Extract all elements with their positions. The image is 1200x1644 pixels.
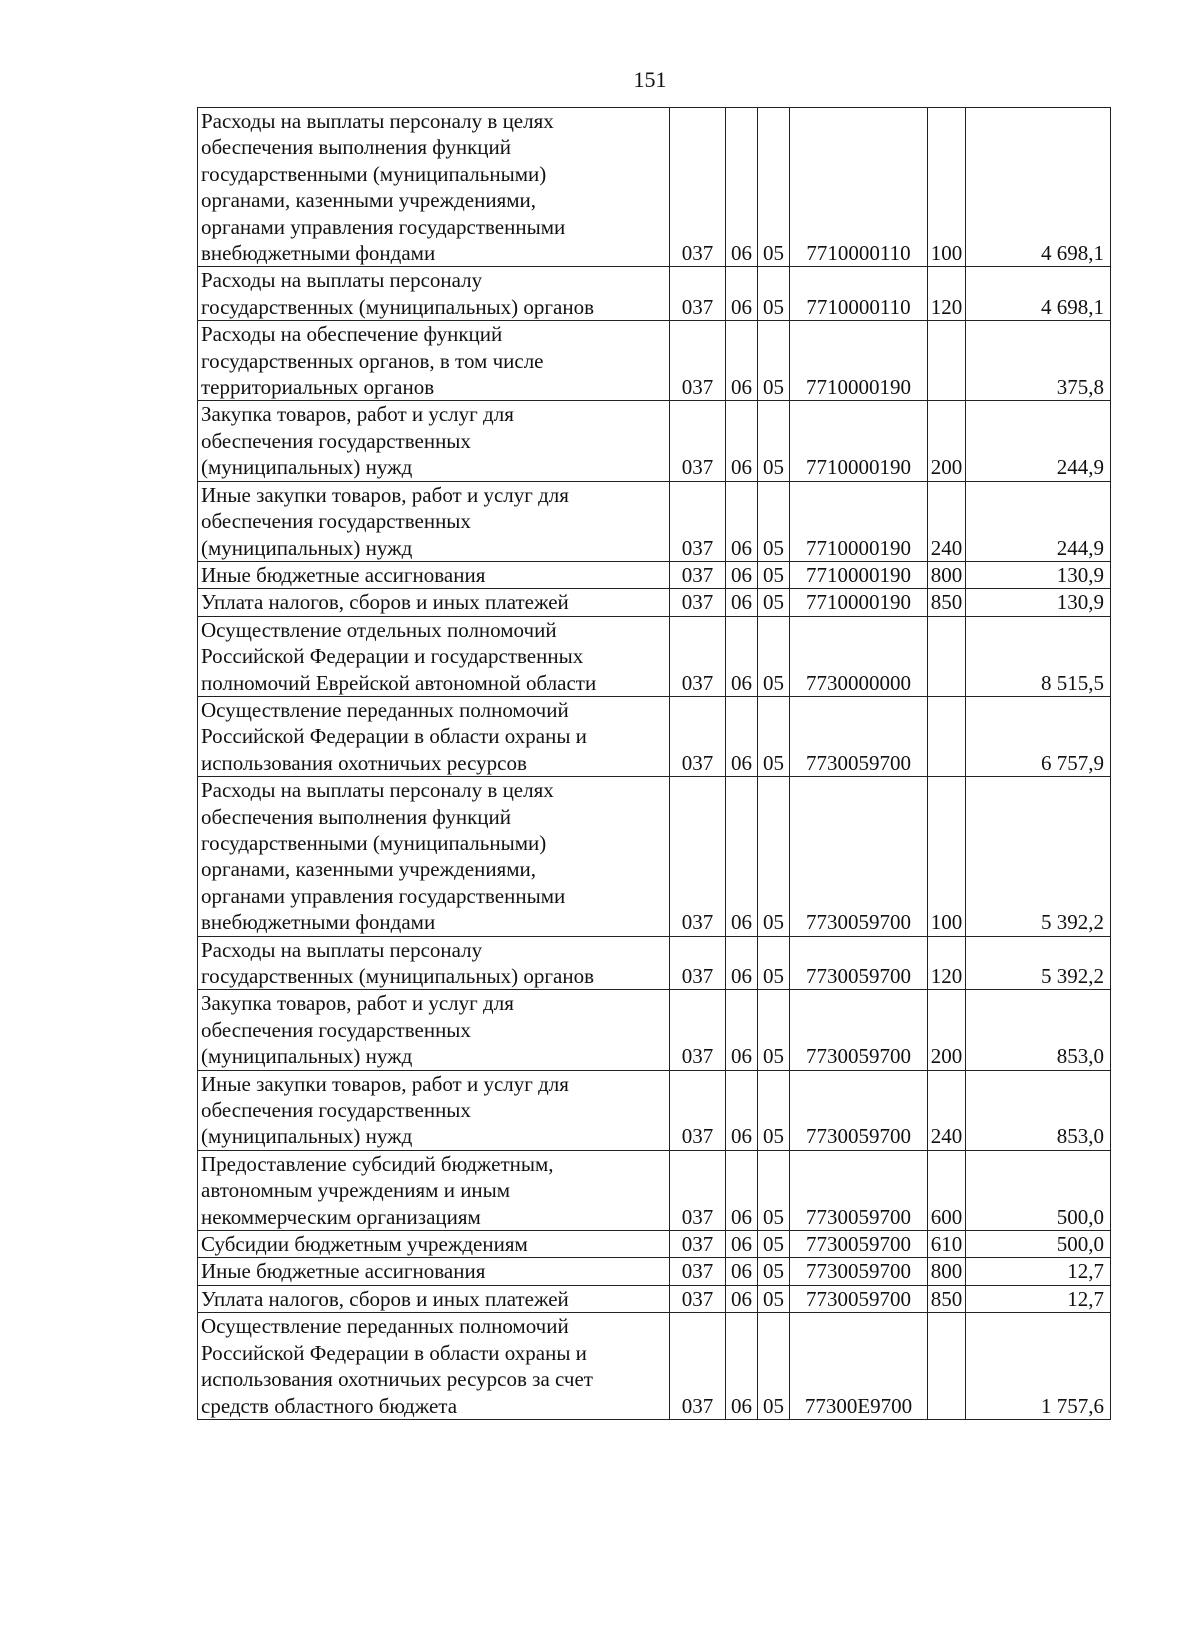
ministry-code-cell: 037 xyxy=(670,1231,726,1258)
description-line: Закупка товаров, работ и услуг для xyxy=(201,991,514,1016)
description-line: Расходы на выплаты персоналу в целях xyxy=(201,778,554,803)
section-code-cell: 06 xyxy=(726,321,758,401)
description-line: (муниципальных) нужд xyxy=(201,1124,413,1149)
amount-cell: 500,0 xyxy=(966,1150,1111,1230)
description-line: (муниципальных) нужд xyxy=(201,1044,413,1069)
ministry-code-cell: 037 xyxy=(670,481,726,561)
description-line: Российской Федерации в области охраны и xyxy=(201,1340,587,1365)
ministry-code-cell: 037 xyxy=(670,1150,726,1230)
description-line: Предоставление субсидий бюджетным, xyxy=(201,1151,554,1176)
ministry-code-cell: 037 xyxy=(670,267,726,321)
description-cell xyxy=(198,589,670,616)
expense-type-cell: 240 xyxy=(928,481,966,561)
amount-cell: 130,9 xyxy=(966,561,1111,588)
expense-type-cell xyxy=(928,696,966,776)
amount-cell: 853,0 xyxy=(966,1070,1111,1150)
description-cell xyxy=(198,108,670,267)
section-code-cell: 06 xyxy=(726,1285,758,1312)
description-cell xyxy=(198,1231,670,1258)
description-cell xyxy=(198,267,670,321)
target-article-cell: 7730059700 xyxy=(790,1231,928,1258)
target-article-cell: 7730059700 xyxy=(790,1258,928,1285)
expense-type-cell: 800 xyxy=(928,561,966,588)
ministry-code-cell: 037 xyxy=(670,401,726,481)
expense-type-cell: 120 xyxy=(928,267,966,321)
subsection-code-cell: 05 xyxy=(758,589,790,616)
description-line: Расходы на выплаты персоналу xyxy=(201,268,483,293)
subsection-code-cell: 05 xyxy=(758,1070,790,1150)
table-row xyxy=(198,616,1111,696)
section-code-cell: 06 xyxy=(726,1258,758,1285)
description-line: некоммерческим организациям xyxy=(201,1204,481,1229)
target-article-cell: 77300E9700 xyxy=(790,1313,928,1420)
table-row xyxy=(198,1313,1111,1420)
subsection-code-cell: 05 xyxy=(758,777,790,936)
ministry-code-cell: 037 xyxy=(670,696,726,776)
section-code-cell: 06 xyxy=(726,108,758,267)
expense-type-cell: 120 xyxy=(928,936,966,990)
description-line: Осуществление переданных полномочий xyxy=(201,697,569,722)
page-number: 151 xyxy=(633,67,667,92)
target-article-cell: 7730059700 xyxy=(790,1070,928,1150)
description-line: Уплата налогов, сборов и иных платежей xyxy=(201,590,569,615)
description-cell xyxy=(198,616,670,696)
target-article-cell: 7710000190 xyxy=(790,561,928,588)
subsection-code-cell: 05 xyxy=(758,401,790,481)
amount-cell: 853,0 xyxy=(966,990,1111,1070)
subsection-code-cell: 05 xyxy=(758,267,790,321)
subsection-code-cell: 05 xyxy=(758,616,790,696)
description-cell xyxy=(198,1285,670,1312)
table-row xyxy=(198,108,1111,267)
description-line: обеспечения выполнения функций xyxy=(201,135,512,160)
budget-table-body xyxy=(198,108,1111,1420)
table-row xyxy=(198,267,1111,321)
description-line: обеспечения государственных xyxy=(201,509,471,534)
description-line: Осуществление переданных полномочий xyxy=(201,1314,569,1339)
description-line: Иные закупки товаров, работ и услуг для xyxy=(201,1071,569,1096)
expense-type-cell: 200 xyxy=(928,990,966,1070)
description-line: обеспечения государственных xyxy=(201,428,471,453)
target-article-cell: 7710000110 xyxy=(790,267,928,321)
amount-cell: 5 392,2 xyxy=(966,777,1111,936)
section-code-cell: 06 xyxy=(726,777,758,936)
section-code-cell: 06 xyxy=(726,990,758,1070)
subsection-code-cell: 05 xyxy=(758,696,790,776)
description-cell xyxy=(198,696,670,776)
description-cell xyxy=(198,321,670,401)
description-line: органами, казенными учреждениями, xyxy=(201,188,537,213)
description-line: государственных органов, в том числе xyxy=(201,348,544,373)
expense-type-cell: 850 xyxy=(928,1285,966,1312)
ministry-code-cell: 037 xyxy=(670,777,726,936)
subsection-code-cell: 05 xyxy=(758,1313,790,1420)
description-line: Закупка товаров, работ и услуг для xyxy=(201,402,514,427)
subsection-code-cell: 05 xyxy=(758,936,790,990)
description-cell xyxy=(198,561,670,588)
section-code-cell: 06 xyxy=(726,1070,758,1150)
description-line: средств областного бюджета xyxy=(201,1393,458,1418)
amount-cell: 6 757,9 xyxy=(966,696,1111,776)
expense-type-cell xyxy=(928,1313,966,1420)
target-article-cell: 7730059700 xyxy=(790,990,928,1070)
target-article-cell: 7730059700 xyxy=(790,1150,928,1230)
target-article-cell: 7730059700 xyxy=(790,696,928,776)
table-row xyxy=(198,321,1111,401)
target-article-cell: 7710000190 xyxy=(790,321,928,401)
description-line: полномочий Еврейской автономной области xyxy=(201,670,597,695)
target-article-cell: 7730059700 xyxy=(790,777,928,936)
amount-cell: 4 698,1 xyxy=(966,108,1111,267)
description-line: Уплата налогов, сборов и иных платежей xyxy=(201,1286,569,1311)
subsection-code-cell: 05 xyxy=(758,108,790,267)
description-line: внебюджетными фондами xyxy=(201,241,436,266)
expense-type-cell: 850 xyxy=(928,589,966,616)
target-article-cell: 7710000190 xyxy=(790,589,928,616)
table-row xyxy=(198,777,1111,936)
target-article-cell: 7710000110 xyxy=(790,108,928,267)
description-line: Расходы на выплаты персоналу в целях xyxy=(201,109,554,133)
ministry-code-cell: 037 xyxy=(670,990,726,1070)
description-line: Российской Федерации в области охраны и xyxy=(201,724,587,749)
amount-cell: 130,9 xyxy=(966,589,1111,616)
section-code-cell: 06 xyxy=(726,1150,758,1230)
expense-type-cell: 600 xyxy=(928,1150,966,1230)
target-article-cell: 7730059700 xyxy=(790,936,928,990)
description-cell xyxy=(198,481,670,561)
subsection-code-cell: 05 xyxy=(758,561,790,588)
ministry-code-cell: 037 xyxy=(670,1070,726,1150)
ministry-code-cell: 037 xyxy=(670,561,726,588)
target-article-cell: 7710000190 xyxy=(790,401,928,481)
description-line: Иные закупки товаров, работ и услуг для xyxy=(201,482,569,507)
expense-type-cell: 240 xyxy=(928,1070,966,1150)
table-row xyxy=(198,936,1111,990)
amount-cell: 244,9 xyxy=(966,481,1111,561)
section-code-cell: 06 xyxy=(726,1313,758,1420)
description-line: Расходы на обеспечение функций xyxy=(201,322,503,347)
ministry-code-cell: 037 xyxy=(670,616,726,696)
amount-cell: 8 515,5 xyxy=(966,616,1111,696)
table-row xyxy=(198,696,1111,776)
table-row xyxy=(198,1231,1111,1258)
subsection-code-cell: 05 xyxy=(758,481,790,561)
subsection-code-cell: 05 xyxy=(758,321,790,401)
table-row xyxy=(198,990,1111,1070)
description-line: внебюджетными фондами xyxy=(201,910,436,935)
description-cell xyxy=(198,777,670,936)
amount-cell: 244,9 xyxy=(966,401,1111,481)
expense-type-cell xyxy=(928,616,966,696)
section-code-cell: 06 xyxy=(726,481,758,561)
description-line: обеспечения государственных xyxy=(201,1017,471,1042)
amount-cell: 12,7 xyxy=(966,1285,1111,1312)
description-line: использования охотничьих ресурсов xyxy=(201,750,527,775)
section-code-cell: 06 xyxy=(726,267,758,321)
subsection-code-cell: 05 xyxy=(758,1231,790,1258)
ministry-code-cell: 037 xyxy=(670,108,726,267)
description-line: Иные бюджетные ассигнования xyxy=(201,1259,486,1284)
expense-type-cell xyxy=(928,321,966,401)
ministry-code-cell: 037 xyxy=(670,1313,726,1420)
description-line: государственных (муниципальных) органов xyxy=(201,964,595,988)
expense-type-cell: 800 xyxy=(928,1258,966,1285)
description-cell xyxy=(198,936,670,990)
ministry-code-cell: 037 xyxy=(670,321,726,401)
ministry-code-cell: 037 xyxy=(670,1258,726,1285)
expense-type-cell: 100 xyxy=(928,108,966,267)
target-article-cell: 7730000000 xyxy=(790,616,928,696)
expense-type-cell: 200 xyxy=(928,401,966,481)
description-line: обеспечения государственных xyxy=(201,1098,471,1123)
amount-cell: 500,0 xyxy=(966,1231,1111,1258)
description-line: Российской Федерации и государственных xyxy=(201,644,584,669)
amount-cell: 1 757,6 xyxy=(966,1313,1111,1420)
subsection-code-cell: 05 xyxy=(758,990,790,1070)
budget-table xyxy=(197,107,1111,1420)
description-line: (муниципальных) нужд xyxy=(201,535,413,560)
section-code-cell: 06 xyxy=(726,561,758,588)
amount-cell: 5 392,2 xyxy=(966,936,1111,990)
description-cell xyxy=(198,401,670,481)
amount-cell: 375,8 xyxy=(966,321,1111,401)
amount-cell: 12,7 xyxy=(966,1258,1111,1285)
section-code-cell: 06 xyxy=(726,1231,758,1258)
description-line: Иные бюджетные ассигнования xyxy=(201,562,486,587)
ministry-code-cell: 037 xyxy=(670,589,726,616)
description-line: использования охотничьих ресурсов за счет xyxy=(201,1367,593,1392)
description-line: территориальных органов xyxy=(201,375,435,400)
section-code-cell: 06 xyxy=(726,589,758,616)
expense-type-cell: 610 xyxy=(928,1231,966,1258)
subsection-code-cell: 05 xyxy=(758,1150,790,1230)
description-cell xyxy=(198,1150,670,1230)
description-line: (муниципальных) нужд xyxy=(201,455,413,480)
description-line: государственных (муниципальных) органов xyxy=(201,294,595,319)
table-row xyxy=(198,481,1111,561)
ministry-code-cell: 037 xyxy=(670,1285,726,1312)
section-code-cell: 06 xyxy=(726,696,758,776)
target-article-cell: 7710000190 xyxy=(790,481,928,561)
description-line: автономным учреждениям и иным xyxy=(201,1178,511,1203)
table-row xyxy=(198,1150,1111,1230)
amount-cell: 4 698,1 xyxy=(966,267,1111,321)
description-line: органами управления государственными xyxy=(201,214,566,239)
description-cell xyxy=(198,990,670,1070)
target-article-cell: 7730059700 xyxy=(790,1285,928,1312)
section-code-cell: 06 xyxy=(726,401,758,481)
description-line: государственными (муниципальными) xyxy=(201,161,547,186)
ministry-code-cell: 037 xyxy=(670,936,726,990)
table-row xyxy=(198,1258,1111,1285)
section-code-cell: 06 xyxy=(726,616,758,696)
table-row xyxy=(198,1070,1111,1150)
expense-type-cell: 100 xyxy=(928,777,966,936)
description-line: обеспечения выполнения функций xyxy=(201,804,512,829)
description-line: органами управления государственными xyxy=(201,883,566,908)
description-cell xyxy=(198,1258,670,1285)
table-row xyxy=(198,401,1111,481)
description-line: Субсидии бюджетным учреждениям xyxy=(201,1232,528,1257)
description-cell xyxy=(198,1070,670,1150)
table-row xyxy=(198,589,1111,616)
subsection-code-cell: 05 xyxy=(758,1285,790,1312)
table-row xyxy=(198,1285,1111,1312)
description-cell xyxy=(198,1313,670,1420)
description-line: Расходы на выплаты персоналу xyxy=(201,937,483,962)
description-line: государственными (муниципальными) xyxy=(201,830,547,855)
section-code-cell: 06 xyxy=(726,936,758,990)
subsection-code-cell: 05 xyxy=(758,1258,790,1285)
description-line: Осуществление отдельных полномочий xyxy=(201,617,557,642)
table-row xyxy=(198,561,1111,588)
description-line: органами, казенными учреждениями, xyxy=(201,857,537,882)
